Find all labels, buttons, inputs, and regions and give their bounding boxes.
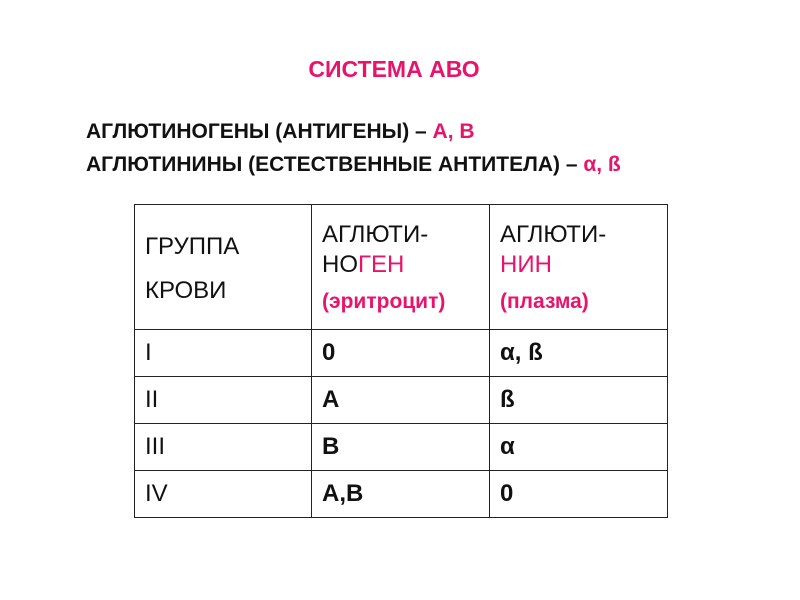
table-row (135, 424, 668, 471)
cell-group: IV (135, 471, 312, 518)
header-blood-group-line2: КРОВИ (145, 277, 227, 304)
cell-antibody: α (490, 424, 668, 471)
table-row (135, 330, 668, 377)
header-agglutinin-line2-accent: НИН (500, 251, 552, 278)
header-agglutinogen-line2-plain: НО (322, 251, 358, 278)
header-agglutinogen-sub: (эритроцит) (322, 290, 446, 313)
header-agglutinin-sub: (плазма) (500, 290, 589, 313)
header-agglutinogen (312, 205, 490, 330)
header-blood-group (135, 205, 312, 330)
header-agglutinogen-line2-accent: ГЕН (358, 251, 405, 278)
antibodies-values: α, ß (583, 153, 621, 176)
table-row (135, 471, 668, 518)
cell-antigen: А (312, 377, 490, 424)
table-row (135, 377, 668, 424)
header-agglutinin (490, 205, 668, 330)
antigens-line (86, 120, 475, 144)
table-header-row (135, 205, 668, 330)
cell-group: I (135, 330, 312, 377)
cell-antibody: α, ß (490, 330, 668, 377)
cell-antibody: 0 (490, 471, 668, 518)
header-blood-group-line1: ГРУППА (145, 233, 240, 260)
antigens-values: А, В (432, 120, 475, 143)
page-title: СИСТЕМА АВО (308, 56, 480, 82)
header-agglutinin-line1: АГЛЮТИ- (500, 221, 607, 248)
blood-group-table (134, 204, 668, 518)
cell-antigen: В (312, 424, 490, 471)
antigens-label: АГЛЮТИНОГЕНЫ (АНТИГЕНЫ) – (86, 120, 433, 143)
cell-antibody: ß (490, 377, 668, 424)
cell-group: III (135, 424, 312, 471)
antibodies-label: АГЛЮТИНИНЫ (ЕСТЕСТВЕННЫЕ АНТИТЕЛА) – (86, 153, 584, 176)
header-agglutinogen-line1: АГЛЮТИ- (322, 221, 429, 248)
header-agglutinogen-line2 (322, 250, 489, 280)
antibodies-line (86, 153, 621, 177)
cell-antigen: 0 (312, 330, 490, 377)
cell-antigen: А,В (312, 471, 490, 518)
cell-group: II (135, 377, 312, 424)
